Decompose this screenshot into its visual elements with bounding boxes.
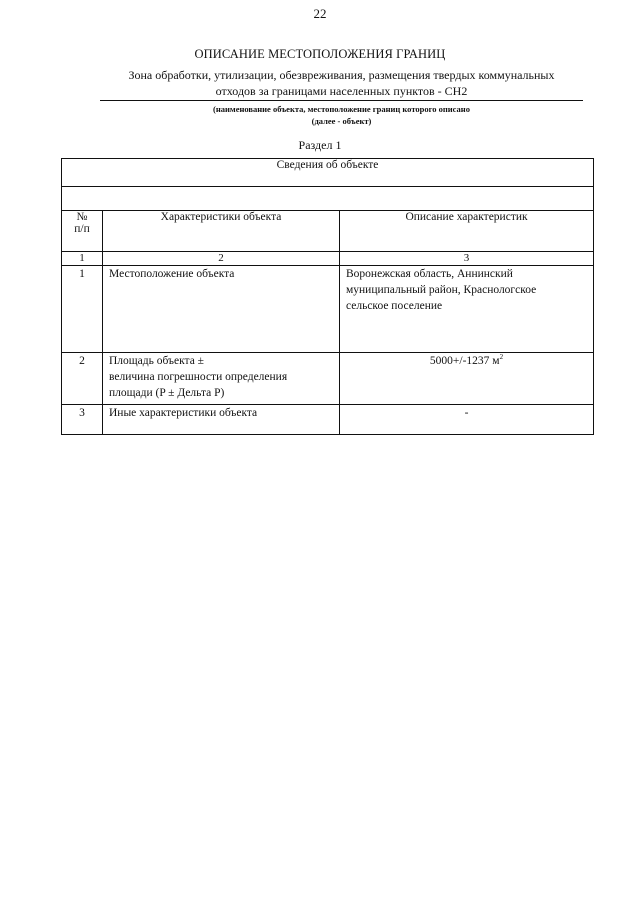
object-name-caption (100, 103, 583, 127)
characteristic-line: величина погрешности определения (109, 371, 288, 383)
row-number: 3 (62, 405, 103, 435)
area-value: 5000+/-1237 м (429, 355, 500, 367)
header-number-pp: п/п (74, 223, 90, 235)
characteristic-line: Площадь объекта ± (109, 355, 204, 367)
caption-line-1: (наименование объекта, местоположение границ которого описано (213, 104, 470, 114)
section-label: Раздел 1 (298, 138, 342, 152)
row-characteristic (103, 353, 340, 405)
header-characteristics: Характеристики объекта (103, 211, 340, 252)
row-characteristic: Местоположение объекта (103, 266, 340, 353)
header-description: Описание характеристик (340, 211, 594, 252)
row-description: - (340, 405, 594, 435)
object-name-line-2: отходов за границами населенных пунктов - СН2 (215, 84, 468, 98)
description-line: муниципальный район, Краснологское (346, 284, 537, 296)
empty-cell (62, 187, 594, 211)
column-numbers-row (62, 252, 594, 266)
table-row (62, 405, 594, 435)
header-number (62, 211, 103, 252)
header-number-sign: № (76, 211, 88, 223)
table-spacer-row (62, 187, 594, 211)
object-name-line-1: Зона обработки, утилизации, обезвреживания, размещения твердых коммунальных (128, 68, 555, 82)
characteristic-line: площади (P ± Дельта P) (109, 387, 225, 399)
table-header-row (62, 211, 594, 252)
table-title-row (62, 159, 594, 187)
row-number: 2 (62, 353, 103, 405)
object-name (100, 67, 583, 101)
description-line: Воронежская область, Аннинский (346, 268, 513, 280)
caption-line-2: (далее - объект) (311, 116, 372, 126)
document-title: ОПИСАНИЕ МЕСТОПОЛОЖЕНИЯ ГРАНИЦ (194, 47, 446, 61)
table-title: Сведения об объекте (62, 159, 594, 187)
page-number: 22 (313, 6, 327, 21)
table-row (62, 353, 594, 405)
table-row (62, 266, 594, 353)
column-number: 1 (62, 252, 103, 266)
column-number: 3 (340, 252, 594, 266)
row-number: 1 (62, 266, 103, 353)
description-line: сельское поселение (346, 300, 443, 312)
row-description (340, 353, 594, 405)
row-description (340, 266, 594, 353)
row-characteristic: Иные характеристики объекта (103, 405, 340, 435)
area-unit-exponent: 2 (499, 353, 504, 362)
column-number: 2 (103, 252, 340, 266)
object-info-table (61, 158, 594, 435)
